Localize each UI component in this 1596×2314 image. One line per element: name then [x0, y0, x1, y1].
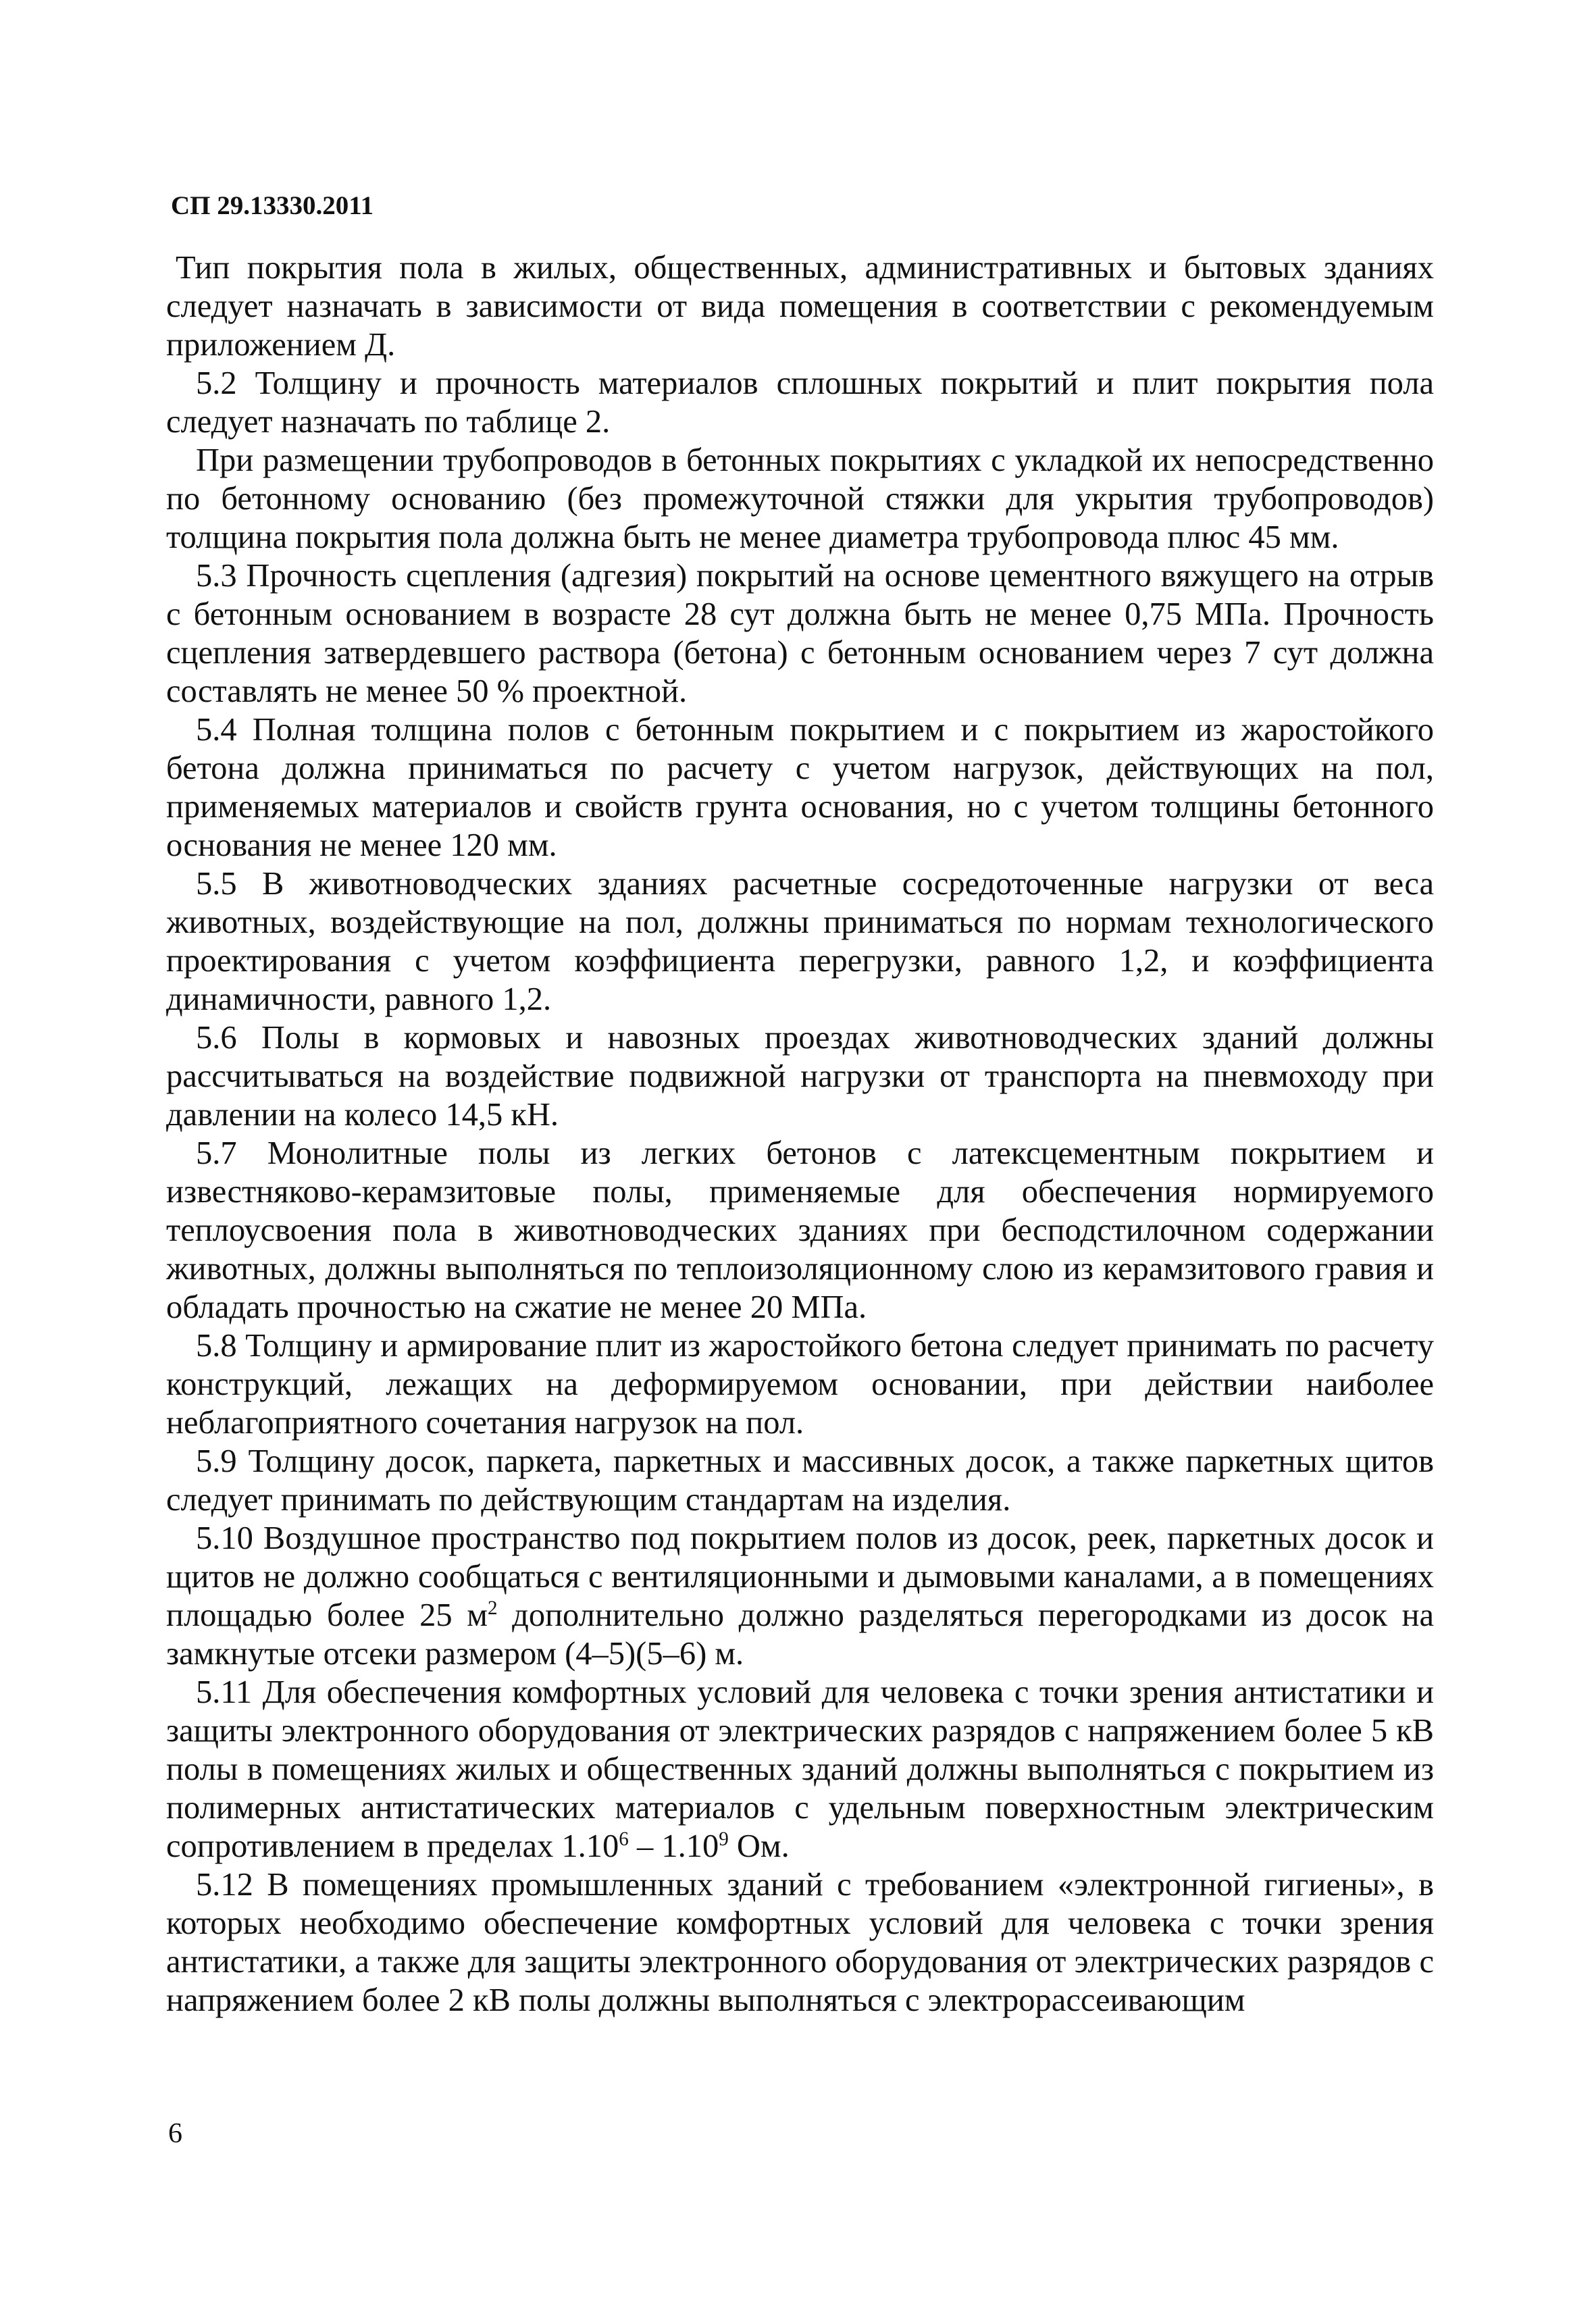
resistance-exponent-max: 9: [719, 1828, 729, 1850]
paragraph-5-7: 5.7 Монолитные полы из легких бетонов с латексцементным покрытием и известняково-керамзитовые полы, применяемые для обеспечения нормируемого теплоусвоения пола в животноводческих зданиях при бесподстилочном содержании животных, должны выполняться по теплоизоляционному слою из керамзитового гравия и обладать прочностью на сжатие не менее 20 МПа.: [166, 1135, 1434, 1325]
paragraph-5-10-part-a: 5.10 Воздушное пространство под покрытием полов из досок, реек, паркетных досок и щитов не должно сообщаться с вентиляционными и дымовыми каналами, а в помещениях площадью более 25 м: [166, 1520, 1434, 1633]
paragraph-5-11-part-mid: – 1.10: [628, 1828, 719, 1864]
area-exponent: 2: [487, 1597, 498, 1619]
paragraph-5-2: 5.2 Толщину и прочность материалов сплошных покрытий и плит покрытия пола следует назначать по таблице 2.: [166, 365, 1434, 440]
paragraph-5-11-part-a: 5.11 Для обеспечения комфортных условий для человека с точки зрения антистатики и защиты электронного оборудования от электрических разрядов с напряжением более 5 кВ полы в помещениях жилых и общественных зданий должны выполняться с покрытием из полимерных антистатических материалов с удельным поверхностным электрическим сопротивлением в пределах 1.10: [166, 1674, 1434, 1864]
body-text: [166, 249, 1434, 2020]
paragraph-floor-type: Тип покрытия пола в жилых, общественных, административных и бытовых зданиях следует назначать в зависимости от вида помещения в соответствии с рекомендуемым приложением Д.: [166, 250, 1434, 363]
paragraph-5-8: 5.8 Толщину и армирование плит из жаростойкого бетона следует принимать по расчету конструкций, лежащих на деформируемом основании, при действии наиболее неблагоприятного сочетания нагрузок на пол.: [166, 1328, 1434, 1441]
paragraph-pipelines: При размещении трубопроводов в бетонных покрытиях с укладкой их непосредственно по бетонному основанию (без промежуточной стяжки для укрытия трубопроводов) толщина покрытия пола должна быть не менее диаметра трубопровода плюс 45 мм.: [166, 442, 1434, 555]
paragraph-5-10-part-b: дополнительно должно разделяться перегородками из досок на замкнутые отсеки размером (4–5)(5–6) м.: [166, 1597, 1434, 1672]
paragraph-5-12: 5.12 В помещениях промышленных зданий с требованием «электронной гигиены», в которых необходимо обеспечение комфортных условий для человека с точки зрения антистатики, а также для защиты электронного оборудования от электрических разрядов с напряжением более 2 кВ полы должны выполняться с электрорассеивающим: [166, 1867, 1434, 2018]
document-code-header: СП 29.13330.2011: [171, 191, 374, 220]
paragraph-5-3: 5.3 Прочность сцепления (адгезия) покрытий на основе цементного вяжущего на отрыв с бетонным основанием в возрасте 28 сут должна быть не менее 0,75 МПа. Прочность сцепления затвердевшего раствора (бетона) с бетонным основанием через 7 сут должна составлять не менее 50 % проектной.: [166, 558, 1434, 709]
paragraph-5-5: 5.5 В животноводческих зданиях расчетные сосредоточенные нагрузки от веса животных, воздействующие на пол, должны приниматься по нормам технологического проектирования с учетом коэффициента перегрузки, равного 1,2, и коэффициента динамичности, равного 1,2.: [166, 866, 1434, 1017]
paragraph-5-11-part-b: Ом.: [728, 1828, 790, 1864]
paragraph-5-9: 5.9 Толщину досок, паркета, паркетных и массивных досок, а также паркетных щитов следует принимать по действующим стандартам на изделия.: [166, 1443, 1434, 1518]
paragraph-5-4: 5.4 Полная толщина полов с бетонным покрытием и с покрытием из жаростойкого бетона должна приниматься по расчету с учетом нагрузок, действующих на пол, применяемых материалов и свойств грунта основания, но с учетом толщины бетонного основания не менее 120 мм.: [166, 712, 1434, 863]
page-number: 6: [168, 2118, 182, 2149]
paragraph-5-11: [166, 1673, 1434, 1866]
paragraph-5-6: 5.6 Полы в кормовых и навозных проездах животноводческих зданий должны рассчитываться на воздействие подвижной нагрузки от транспорта на пневмоходу при давлении на колесо 14,5 кН.: [166, 1020, 1434, 1133]
resistance-exponent-min: 6: [619, 1828, 629, 1850]
paragraph-5-10: [166, 1519, 1434, 1673]
